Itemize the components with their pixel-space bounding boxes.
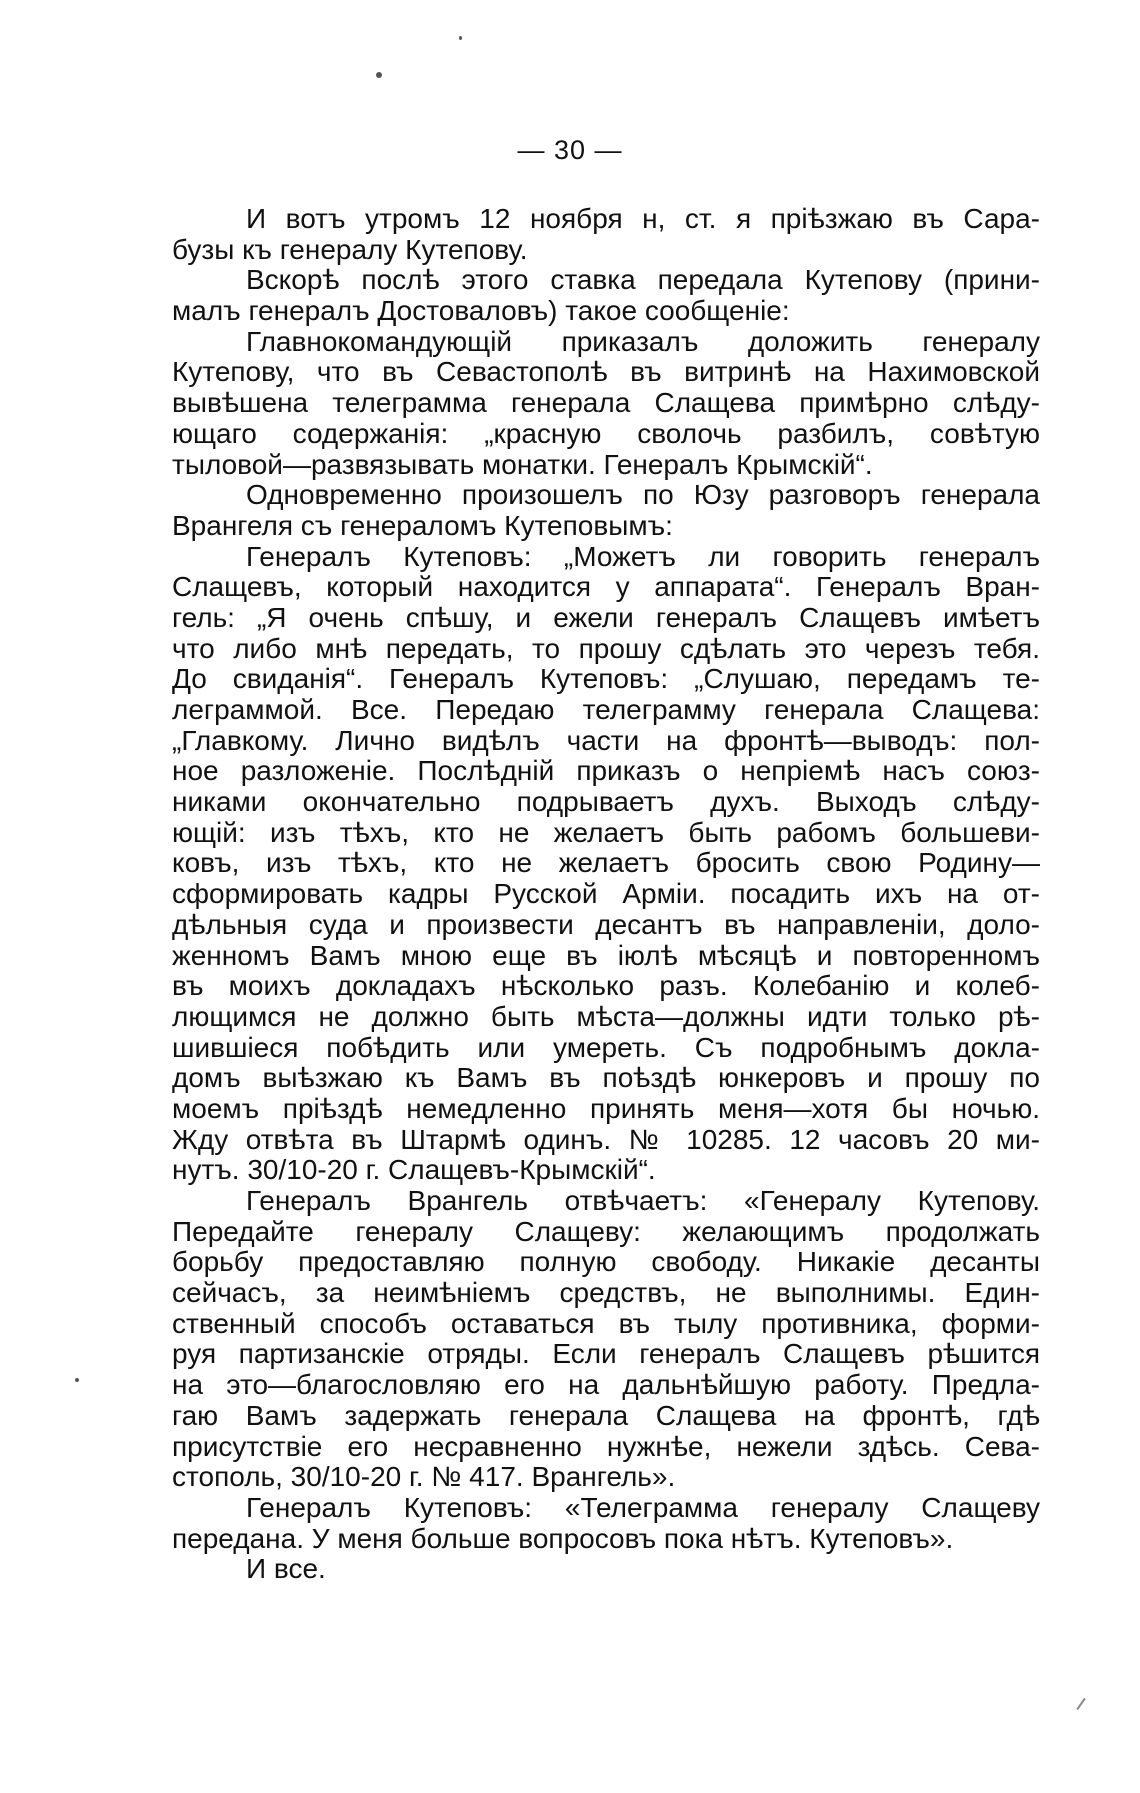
scan-speck xyxy=(1076,1698,1086,1711)
text-line: гель: „Я очень спѣшу, и ежели генералъ Слащевъ имѣетъ xyxy=(172,601,1040,633)
text-line: ственный способъ оставаться въ тылу противника, форми- xyxy=(172,1307,1040,1339)
text-line: Жду отвѣта въ Штармѣ одинъ. № 10285. 12 часовъ 20 ми- xyxy=(172,1123,1040,1155)
text-line: Вскорѣ послѣ этого ставка передала Кутепову (прини- xyxy=(246,264,1040,296)
text-line: ющій: изъ тѣхъ, кто не желаетъ быть рабомъ большеви- xyxy=(172,816,1040,848)
text-line: въ моихъ докладахъ нѣсколько разъ. Колебанію и колеб- xyxy=(172,970,1040,1002)
scan-speck xyxy=(376,72,382,78)
text-line: Одновременно произошелъ по Юзу разговоръ генерала xyxy=(246,479,1040,511)
text-line: бузы къ генералу Кутепову. xyxy=(172,233,528,265)
text-line: стополь, 30/10-20 г. № 417. Врангель». xyxy=(172,1461,676,1493)
text-line: До свиданія“. Генералъ Кутеповъ: „Слушаю, передамъ те- xyxy=(172,663,1040,695)
text-line: Генералъ Кутеповъ: «Телеграмма генералу Слащеву xyxy=(246,1491,1040,1523)
text-line: никами окончательно подрываетъ духъ. Выходъ слѣду- xyxy=(172,786,1040,818)
text-line: Кутепову, что въ Севастополѣ въ витринѣ на Нахимовской xyxy=(172,356,1040,388)
text-line: руя партизанскіе отряды. Если генералъ Слащевъ рѣшится xyxy=(172,1338,1040,1370)
text-line: Главнокомандующій приказалъ доложить генералу xyxy=(246,325,1040,357)
page-number: — 30 — xyxy=(517,135,623,165)
text-line: гаю Вамъ задержать генерала Слащева на фронтѣ, гдѣ xyxy=(172,1399,1040,1431)
text-line: что либо мнѣ передать, то прошу сдѣлать это черезъ тебя. xyxy=(172,632,1040,664)
text-line: сейчасъ, за неимѣніемъ средствъ, не выполнимы. Един- xyxy=(172,1277,1040,1309)
text-line: присутствіе его несравненно нужнѣе, нежели здѣсь. Сева- xyxy=(172,1430,1040,1462)
text-line: моемъ пріѣздѣ немедленно принять меня—хотя бы ночью. xyxy=(172,1092,1040,1124)
text-block xyxy=(172,204,1040,1585)
text-line: малъ генералъ Достоваловъ) такое сообщеніе: xyxy=(172,295,790,327)
text-line: на это—благословляю его на дальнѣйшую работу. Предла- xyxy=(172,1369,1040,1401)
scan-speck xyxy=(75,1378,79,1382)
text-line: ное разложеніе. Послѣдній приказъ о непріемѣ насъ союз- xyxy=(172,755,1040,787)
text-line: Слащевъ, который находится у аппарата“. Генералъ Вран- xyxy=(172,571,1040,603)
text-line: домъ выѣзжаю къ Вамъ въ поѣздѣ юнкеровъ и прошу по xyxy=(172,1062,1040,1094)
text-line: Передайте генералу Слащеву: желающимъ продолжать xyxy=(172,1215,1040,1247)
text-line: И все. xyxy=(246,1553,326,1585)
text-line: женномъ Вамъ мною еще въ іюлѣ мѣсяцѣ и повторенномъ xyxy=(172,939,1040,971)
text-line: леграммой. Все. Передаю телеграмму генерала Слащева: xyxy=(172,694,1040,725)
text-line: ющаго содержанія: „красную сволочь разбилъ, совѣтую xyxy=(172,417,1040,449)
scan-speck xyxy=(459,36,462,40)
text-line: Генералъ Кутеповъ: „Можетъ ли говорить генералъ xyxy=(246,540,1040,572)
text-line: ковъ, изъ тѣхъ, кто не желаетъ бросить свою Родину— xyxy=(172,847,1040,879)
text-line: „Главкому. Лично видѣлъ части на фронтѣ—выводъ: пол- xyxy=(172,724,1040,756)
text-line: И вотъ утромъ 12 ноября н, ст. я пріѣзжаю въ Сара- xyxy=(246,203,1040,234)
text-line: Генералъ Врангель отвѣчаетъ: «Генералу Кутепову. xyxy=(246,1185,1040,1216)
text-line: шившіеся побѣдить или умереть. Съ подробнымъ докла- xyxy=(172,1031,1040,1063)
text-line: вывѣшена телеграмма генерала Слащева примѣрно слѣду- xyxy=(172,387,1040,419)
text-line: тыловой—развязывать монатки. Генералъ Крымскій“. xyxy=(172,448,873,480)
text-line: лющимся не должно быть мѣста—должны идти только рѣ- xyxy=(172,1000,1040,1032)
text-line: дѣльныя суда и произвести десантъ въ направленіи, доло- xyxy=(172,908,1040,940)
text-line: нутъ. 30/10-20 г. Слащевъ-Крымскій“. xyxy=(172,1154,656,1186)
text-line: борьбу предоставляю полную свободу. Никакіе десанты xyxy=(172,1246,1040,1278)
text-line: Врангеля съ генераломъ Кутеповымъ: xyxy=(172,509,673,541)
text-line: сформировать кадры Русской Арміи. посадить ихъ на от- xyxy=(172,878,1040,910)
text-line: передана. У меня больше вопросовъ пока нѣтъ. Кутеповъ». xyxy=(172,1522,954,1554)
